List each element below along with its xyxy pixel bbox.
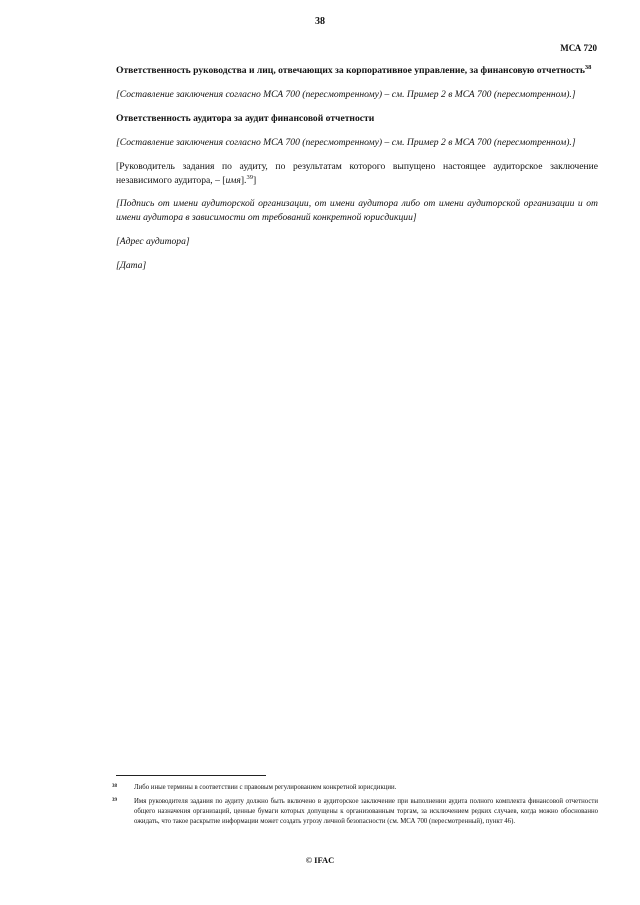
management-heading-text: Ответственность руководства и лиц, отвечающих за корпоративное управление, за финансовую отчетность	[116, 65, 585, 76]
auditor-placeholder: [Составление заключения согласно МСА 700 (пересмотренному) – см. Пример 2 в МСА 700 (пересмотренном).]	[116, 136, 576, 148]
date-placeholder: [Дата]	[116, 260, 147, 272]
footnote-38	[112, 783, 598, 793]
auditor-heading: Ответственность аудитора за аудит финансовой отчетности	[116, 112, 375, 124]
standard-code: МСА 720	[560, 43, 597, 53]
footnote-number: 39	[112, 797, 117, 803]
footnote-divider	[116, 775, 266, 776]
management-heading	[116, 64, 598, 78]
footnote-number: 38	[112, 784, 117, 789]
engagement-partner-name: имя	[225, 174, 241, 186]
footnote-text: Либо иные термины в соответствии с правовым регулированием конкретной юрисдикции.	[134, 784, 397, 791]
engagement-partner-tail: ]	[252, 174, 257, 186]
footnote-text: Имя руководителя задания по аудиту должно быть включено в аудиторское заключение при выполнении аудита полного комплекта финансовой отчетности общего назначения организаций, ценные бумаги которых допущены к организованным торгам, за исключением редких случаев, когда можно обоснованно ожидать, что такое раскрытие информации может создать угрозу личной безопасности (см. МСА 700 (пересмотренный), пункт 46).	[134, 797, 598, 825]
copyright: © IFAC	[305, 855, 335, 865]
footnote-ref-39[interactable]: 39	[246, 173, 253, 181]
engagement-partner-text: [Руководитель задания по аудиту, по результатам которого выпущено настоящее аудиторское заключение независимого аудитора, – [	[116, 160, 598, 186]
page-number: 38	[315, 16, 325, 27]
management-placeholder: [Составление заключения согласно МСА 700 (пересмотренному) – см. Пример 2 в МСА 700 (пересмотренном).]	[116, 88, 576, 100]
footnote-ref-38[interactable]: 38	[584, 63, 592, 71]
auditor-address-placeholder: [Адрес аудитора]	[116, 236, 190, 248]
engagement-partner-close: ].	[240, 174, 247, 186]
signature-placeholder: [Подпись от имени аудиторской организации, от имени аудитора либо от имени аудиторской организации и от имени аудитора в зависимости от требований конкретной юрисдикции]	[116, 198, 598, 224]
footnote-39	[112, 797, 598, 827]
engagement-partner-paragraph	[116, 160, 598, 188]
document-body	[116, 64, 598, 283]
footnotes	[112, 783, 598, 830]
